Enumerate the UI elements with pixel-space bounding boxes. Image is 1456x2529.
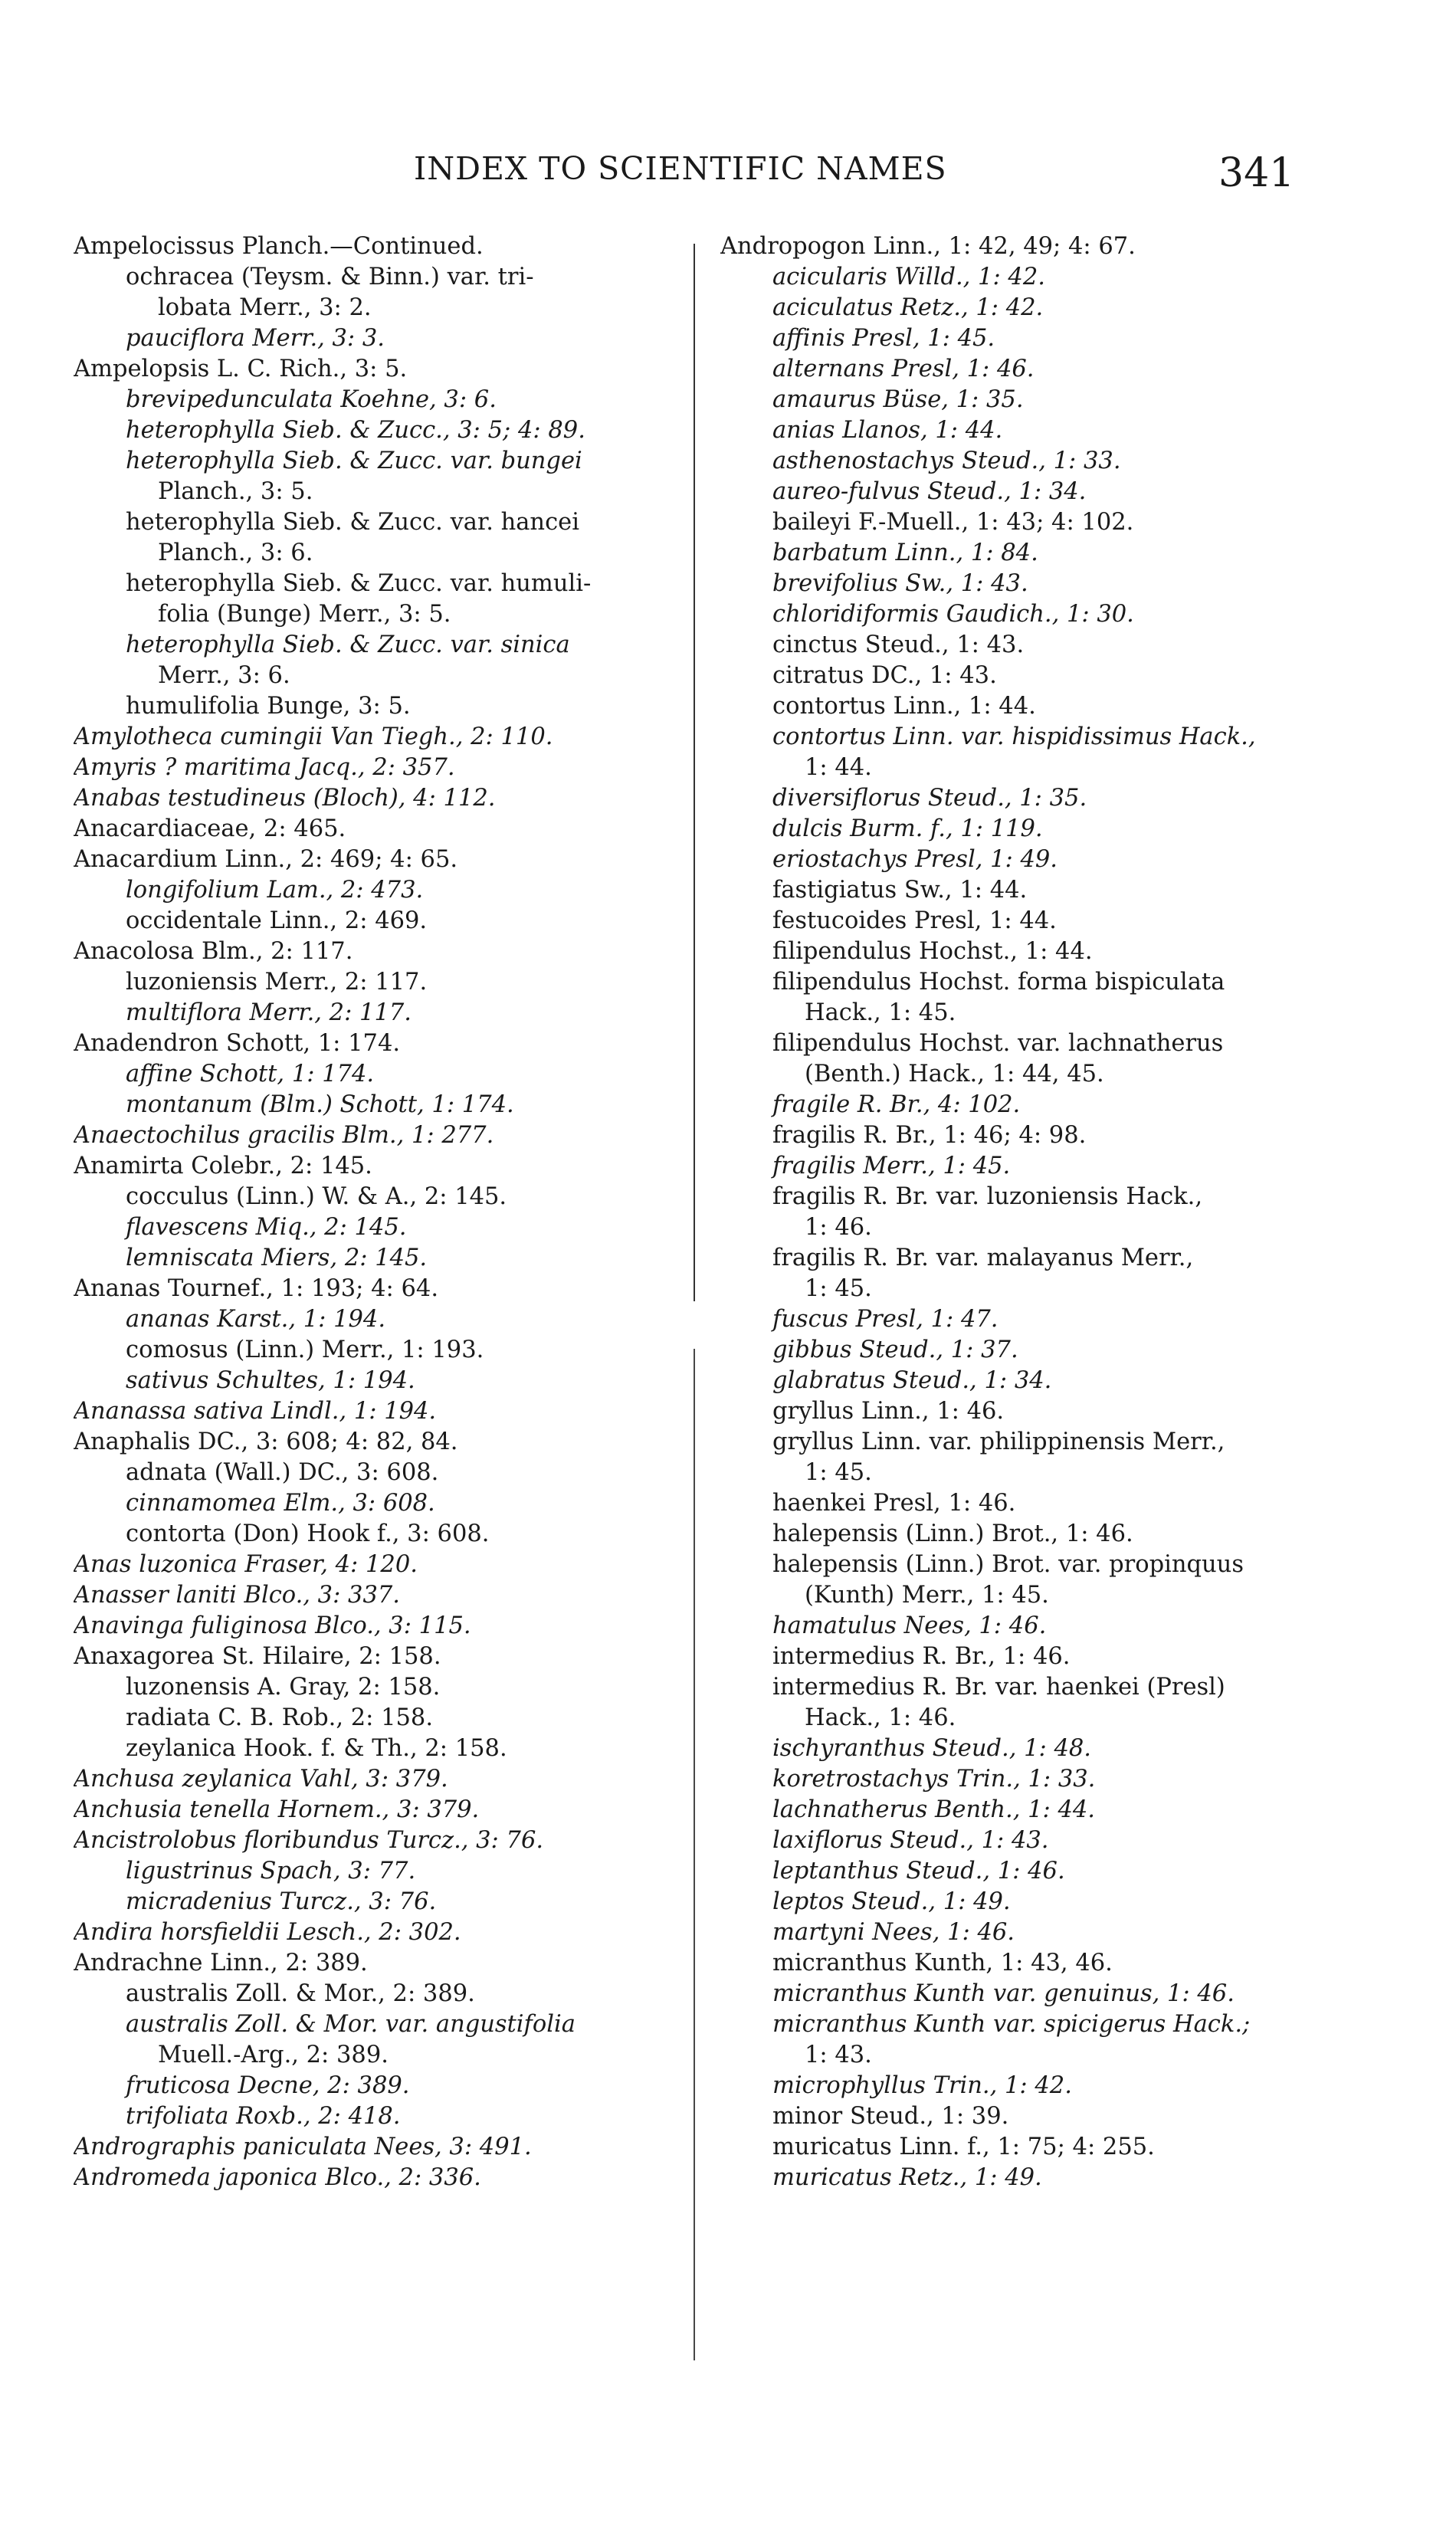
index-entry: Anacardiaceae, 2: 465. — [74, 815, 346, 842]
index-entry: Anchusia tenella Hornem., 3: 379. — [74, 1796, 480, 1823]
index-entry: micranthus Kunth var. genuinus, 1: 46. — [772, 1980, 1235, 2007]
index-entry: leptos Steud., 1: 49. — [772, 1888, 1011, 1915]
index-entry: affine Schott, 1: 174. — [126, 1061, 375, 1087]
index-entry: fragilis R. Br. var. luzoniensis Hack., — [772, 1183, 1203, 1210]
index-entry: baileyi F.-Muell., 1: 43; 4: 102. — [772, 509, 1134, 536]
index-entry: Anaxagorea St. Hilaire, 2: 158. — [74, 1643, 441, 1670]
index-entry: Merr., 3: 6. — [158, 662, 290, 689]
index-entry: 1: 43. — [805, 2042, 872, 2068]
index-entry: Anacolosa Blm., 2: 117. — [74, 938, 353, 965]
index-entry: affinis Presl, 1: 45. — [772, 325, 995, 352]
index-entry: heterophylla Sieb. & Zucc. var. bungei — [126, 448, 582, 474]
index-entry: eriostachys Presl, 1: 49. — [772, 846, 1058, 873]
page-number: 341 — [1218, 150, 1295, 196]
index-entry: leptanthus Steud., 1: 46. — [772, 1858, 1065, 1884]
index-entry: glabratus Steud., 1: 34. — [772, 1367, 1052, 1394]
index-entry: pauciflora Merr., 3: 3. — [126, 325, 385, 352]
index-entry: fastigiatus Sw., 1: 44. — [772, 877, 1028, 904]
index-entry: festucoides Presl, 1: 44. — [772, 907, 1057, 934]
index-entry: contorta (Don) Hook f., 3: 608. — [126, 1520, 490, 1547]
index-entry: luzonensis A. Gray, 2: 158. — [126, 1674, 441, 1701]
index-entry: comosus (Linn.) Merr., 1: 193. — [126, 1337, 484, 1363]
index-entry: laxiflorus Steud., 1: 43. — [772, 1827, 1049, 1854]
index-entry: Anavinga fuliginosa Blco., 3: 115. — [74, 1612, 471, 1639]
index-entry: microphyllus Trin., 1: 42. — [772, 2072, 1072, 2099]
index-entry: radiata C. B. Rob., 2: 158. — [126, 1704, 434, 1731]
index-entry: 1: 45. — [805, 1459, 872, 1486]
index-entry: montanum (Blm.) Schott, 1: 174. — [126, 1091, 514, 1118]
index-entry: fragile R. Br., 4: 102. — [772, 1091, 1021, 1118]
index-entry: Planch., 3: 6. — [158, 540, 313, 566]
index-entry: sativus Schultes, 1: 194. — [126, 1367, 415, 1394]
index-entry: occidentale Linn., 2: 469. — [126, 907, 428, 934]
index-entry: asthenostachys Steud., 1: 33. — [772, 448, 1121, 474]
index-entry: trifoliata Roxb., 2: 418. — [126, 2103, 401, 2130]
index-entry: Ampelopsis L. C. Rich., 3: 5. — [74, 356, 408, 382]
index-entry: diversiflorus Steud., 1: 35. — [772, 785, 1087, 812]
index-entry: fragilis R. Br., 1: 46; 4: 98. — [772, 1122, 1087, 1149]
column-divider — [694, 1349, 695, 2360]
index-entry: 1: 46. — [805, 1214, 872, 1241]
index-entry: halepensis (Linn.) Brot., 1: 46. — [772, 1520, 1133, 1547]
index-entry: fragilis R. Br. var. malayanus Merr., — [772, 1245, 1194, 1271]
index-entry: adnata (Wall.) DC., 3: 608. — [126, 1459, 439, 1486]
index-entry: chloridiformis Gaudich., 1: 30. — [772, 601, 1134, 628]
index-entry: (Benth.) Hack., 1: 44, 45. — [805, 1061, 1104, 1087]
index-entry: Andropogon Linn., 1: 42, 49; 4: 67. — [720, 233, 1136, 260]
index-entry: Hack., 1: 46. — [805, 1704, 956, 1731]
index-entry: filipendulus Hochst., 1: 44. — [772, 938, 1093, 965]
index-entry: halepensis (Linn.) Brot. var. propinquus — [772, 1551, 1244, 1578]
index-entry: australis Zoll. & Mor. var. angustifolia — [126, 2011, 576, 2038]
index-entry: zeylanica Hook. f. & Th., 2: 158. — [126, 1735, 507, 1762]
index-entry: Anchusa zeylanica Vahl, 3: 379. — [74, 1766, 448, 1793]
index-entry: lemniscata Miers, 2: 145. — [126, 1245, 428, 1271]
index-entry: heterophylla Sieb. & Zucc. var. sinica — [126, 631, 570, 658]
index-entry: Andromeda japonica Blco., 2: 336. — [74, 2164, 481, 2191]
index-entry: Anadendron Schott, 1: 174. — [74, 1030, 401, 1057]
index-entry: contortus Linn. var. hispidissimus Hack., — [772, 723, 1256, 750]
index-entry: fuscus Presl, 1: 47. — [772, 1306, 999, 1333]
index-entry: ligustrinus Spach, 3: 77. — [126, 1858, 416, 1884]
index-entry: heterophylla Sieb. & Zucc. var. humuli- — [126, 570, 592, 597]
index-entry: muricatus Linn. f., 1: 75; 4: 255. — [772, 2134, 1155, 2160]
index-entry: folia (Bunge) Merr., 3: 5. — [158, 601, 451, 628]
index-column-left — [74, 231, 671, 2193]
index-entry: Amyris ? maritima Jacq., 2: 357. — [74, 754, 455, 781]
index-entry: Ananas Tournef., 1: 193; 4: 64. — [74, 1275, 439, 1302]
index-entry: Hack., 1: 45. — [805, 999, 956, 1026]
index-entry: aureo-fulvus Steud., 1: 34. — [772, 478, 1087, 505]
index-entry: amaurus Büse, 1: 35. — [772, 386, 1024, 413]
index-entry: lachnatherus Benth., 1: 44. — [772, 1796, 1095, 1823]
index-entry: koretrostachys Trin., 1: 33. — [772, 1766, 1096, 1793]
index-entry: multiflora Merr., 2: 117. — [126, 999, 412, 1026]
index-entry: ananas Karst., 1: 194. — [126, 1306, 386, 1333]
index-entry: Andira horsfieldii Lesch., 2: 302. — [74, 1919, 461, 1946]
index-entry: ischyranthus Steud., 1: 48. — [772, 1735, 1091, 1762]
index-entry: Planch., 3: 5. — [158, 478, 313, 505]
index-entry: lobata Merr., 3: 2. — [158, 294, 372, 321]
index-entry: micranthus Kunth var. spicigerus Hack.; — [772, 2011, 1251, 2038]
index-entry: Anasser laniti Blco., 3: 337. — [74, 1582, 400, 1609]
index-entry: dulcis Burm. f., 1: 119. — [772, 815, 1043, 842]
index-entry: heterophylla Sieb. & Zucc., 3: 5; 4: 89. — [126, 417, 585, 444]
index-entry: acicularis Willd., 1: 42. — [772, 264, 1045, 290]
index-entry: flavescens Miq., 2: 145. — [126, 1214, 407, 1241]
index-entry: Anacardium Linn., 2: 469; 4: 65. — [74, 846, 458, 873]
index-entry: longifolium Lam., 2: 473. — [126, 877, 424, 904]
index-entry: minor Steud., 1: 39. — [772, 2103, 1009, 2130]
index-entry: aciculatus Retz., 1: 42. — [772, 294, 1044, 321]
index-entry: barbatum Linn., 1: 84. — [772, 540, 1038, 566]
index-entry: micradenius Turcz., 3: 76. — [126, 1888, 437, 1915]
index-column-right — [720, 231, 1341, 2193]
index-entry: 1: 45. — [805, 1275, 872, 1302]
index-entry: (Kunth) Merr., 1: 45. — [805, 1582, 1049, 1609]
index-entry: 1: 44. — [805, 754, 872, 781]
index-entry: Andrachne Linn., 2: 389. — [74, 1950, 368, 1976]
index-entry: Anaphalis DC., 3: 608; 4: 82, 84. — [74, 1429, 458, 1455]
index-entry: cinnamomea Elm., 3: 608. — [126, 1490, 435, 1517]
index-entry: Amylotheca cumingii Van Tiegh., 2: 110. — [74, 723, 553, 750]
index-entry: Anas luzonica Fraser, 4: 120. — [74, 1551, 418, 1578]
index-entry: intermedius R. Br. var. haenkei (Presl) — [772, 1674, 1225, 1701]
index-entry: brevifolius Sw., 1: 43. — [772, 570, 1028, 597]
index-entry: Muell.-Arg., 2: 389. — [158, 2042, 389, 2068]
index-entry: luzoniensis Merr., 2: 117. — [126, 969, 428, 996]
index-entry: gibbus Steud., 1: 37. — [772, 1337, 1018, 1363]
index-entry: humulifolia Bunge, 3: 5. — [126, 693, 411, 720]
index-entry: Anabas testudineus (Bloch), 4: 112. — [74, 785, 496, 812]
index-entry: muricatus Retz., 1: 49. — [772, 2164, 1042, 2191]
index-entry: fragilis Merr., 1: 45. — [772, 1153, 1011, 1179]
index-entry: martyni Nees, 1: 46. — [772, 1919, 1015, 1946]
index-entry: haenkei Presl, 1: 46. — [772, 1490, 1016, 1517]
index-entry: filipendulus Hochst. forma bispiculata — [772, 969, 1225, 996]
index-entry: brevipedunculata Koehne, 3: 6. — [126, 386, 497, 413]
index-entry: Andrographis paniculata Nees, 3: 491. — [74, 2134, 532, 2160]
index-entry: Ampelocissus Planch.—Continued. — [74, 233, 484, 260]
index-entry: Anamirta Colebr., 2: 145. — [74, 1153, 372, 1179]
index-entry: gryllus Linn., 1: 46. — [772, 1398, 1005, 1425]
column-divider — [694, 244, 695, 1301]
index-entry: hamatulus Nees, 1: 46. — [772, 1612, 1047, 1639]
index-entry: cocculus (Linn.) W. & A., 2: 145. — [126, 1183, 507, 1210]
index-entry: micranthus Kunth, 1: 43, 46. — [772, 1950, 1113, 1976]
index-entry: anias Llanos, 1: 44. — [772, 417, 1003, 444]
index-entry: intermedius R. Br., 1: 46. — [772, 1643, 1071, 1670]
index-entry: alternans Presl, 1: 46. — [772, 356, 1035, 382]
index-entry: Ananassa sativa Lindl., 1: 194. — [74, 1398, 437, 1425]
index-entry: fruticosa Decne, 2: 389. — [126, 2072, 410, 2099]
index-entry: citratus DC., 1: 43. — [772, 662, 997, 689]
index-entry: australis Zoll. & Mor., 2: 389. — [126, 1980, 475, 2007]
index-entry: gryllus Linn. var. philippinensis Merr., — [772, 1429, 1225, 1455]
page-header-title: INDEX TO SCIENTIFIC NAMES — [414, 150, 947, 187]
index-entry: ochracea (Teysm. & Binn.) var. tri- — [126, 264, 534, 290]
index-entry: filipendulus Hochst. var. lachnatherus — [772, 1030, 1224, 1057]
index-entry: Anaectochilus gracilis Blm., 1: 277. — [74, 1122, 494, 1149]
index-entry: cinctus Steud., 1: 43. — [772, 631, 1025, 658]
index-entry: heterophylla Sieb. & Zucc. var. hancei — [126, 509, 579, 536]
index-entry: Ancistrolobus floribundus Turcz., 3: 76. — [74, 1827, 544, 1854]
index-entry: contortus Linn., 1: 44. — [772, 693, 1036, 720]
